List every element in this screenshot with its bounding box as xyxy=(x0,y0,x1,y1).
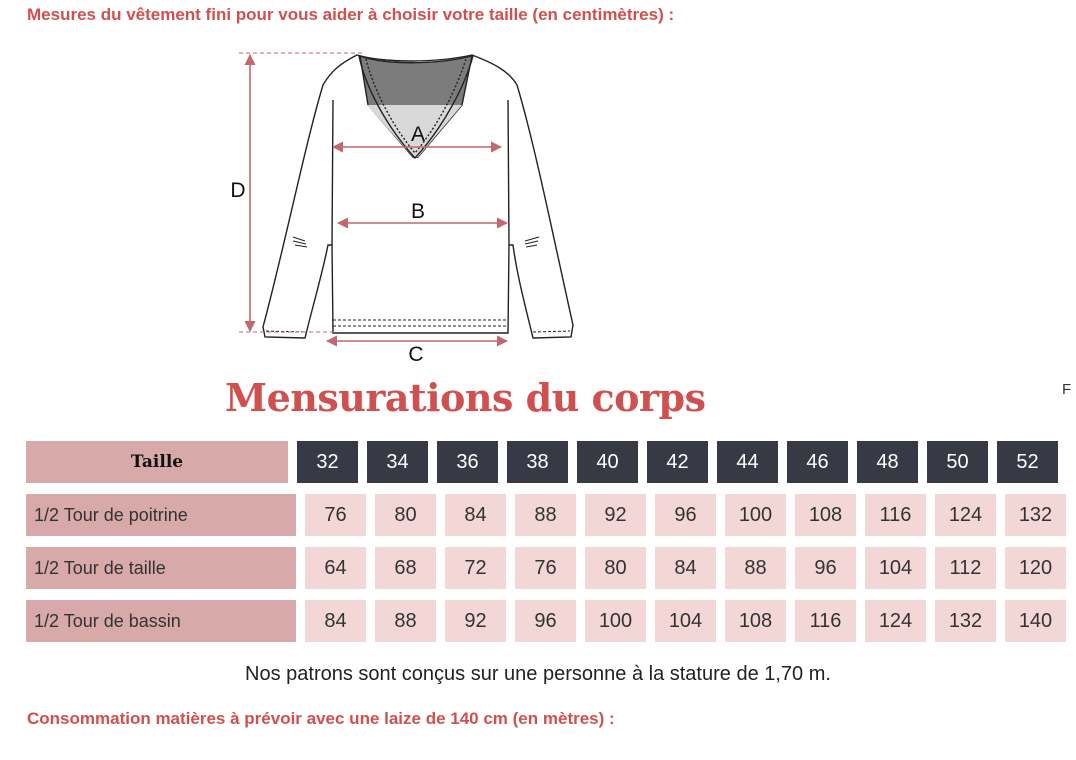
value-cell: 100 xyxy=(585,600,646,642)
value-cell: 116 xyxy=(865,494,926,536)
row-values xyxy=(305,547,1066,589)
value-cell: 80 xyxy=(585,547,646,589)
value-cell: 108 xyxy=(725,600,786,642)
row-label: 1/2 Tour de taille xyxy=(26,547,296,589)
value-cell: 92 xyxy=(585,494,646,536)
size-cell: 32 xyxy=(297,441,358,483)
value-cell: 68 xyxy=(375,547,436,589)
stature-note: Nos patrons sont conçus sur une personne à la stature de 1,70 m. xyxy=(245,663,831,685)
value-cell: 64 xyxy=(305,547,366,589)
value-cell: 96 xyxy=(795,547,856,589)
size-cell: 36 xyxy=(437,441,498,483)
value-cell: 96 xyxy=(515,600,576,642)
garment-diagram xyxy=(225,45,585,370)
size-cells xyxy=(297,441,1058,483)
value-cell: 140 xyxy=(1005,600,1066,642)
value-cell: 132 xyxy=(1005,494,1066,536)
size-cell: 46 xyxy=(787,441,848,483)
size-cell: 50 xyxy=(927,441,988,483)
value-cell: 124 xyxy=(935,494,996,536)
value-cell: 116 xyxy=(795,600,856,642)
value-cell: 76 xyxy=(515,547,576,589)
size-cell: 40 xyxy=(577,441,638,483)
value-cell: 96 xyxy=(655,494,716,536)
row-values xyxy=(305,600,1066,642)
size-cell: 38 xyxy=(507,441,568,483)
label-c: C xyxy=(408,343,424,366)
table-row xyxy=(26,494,1051,536)
value-cell: 88 xyxy=(515,494,576,536)
label-d: D xyxy=(230,179,246,202)
value-cell: 84 xyxy=(305,600,366,642)
label-a: A xyxy=(410,123,426,146)
value-cell: 104 xyxy=(655,600,716,642)
value-cell: 120 xyxy=(1005,547,1066,589)
value-cell: 88 xyxy=(725,547,786,589)
value-cell: 92 xyxy=(445,600,506,642)
value-cell: 80 xyxy=(375,494,436,536)
value-cell: 84 xyxy=(445,494,506,536)
measurements-heading: Mesures du vêtement fini pour vous aider à choisir votre taille (en centimètres) : xyxy=(27,5,675,24)
value-cell: 108 xyxy=(795,494,856,536)
table-row xyxy=(26,547,1051,589)
table-row xyxy=(26,600,1051,642)
size-cell: 52 xyxy=(997,441,1058,483)
row-label: 1/2 Tour de poitrine xyxy=(26,494,296,536)
stray-character: F xyxy=(1062,381,1072,398)
value-cell: 88 xyxy=(375,600,436,642)
size-table xyxy=(26,441,1051,653)
section-title: Mensurations du corps xyxy=(225,375,706,420)
shirt-drawing xyxy=(263,55,573,338)
value-cell: 84 xyxy=(655,547,716,589)
size-cell: 34 xyxy=(367,441,428,483)
value-cell: 100 xyxy=(725,494,786,536)
value-cell: 76 xyxy=(305,494,366,536)
value-cell: 112 xyxy=(935,547,996,589)
size-cell: 48 xyxy=(857,441,918,483)
size-cell: 44 xyxy=(717,441,778,483)
size-header-label: Taille xyxy=(26,441,288,483)
value-cell: 132 xyxy=(935,600,996,642)
row-values xyxy=(305,494,1066,536)
size-cell: 42 xyxy=(647,441,708,483)
value-cell: 104 xyxy=(865,547,926,589)
table-header-row xyxy=(26,441,1051,483)
table-body xyxy=(26,494,1051,642)
row-label: 1/2 Tour de bassin xyxy=(26,600,296,642)
value-cell: 72 xyxy=(445,547,506,589)
fabric-heading: Consommation matières à prévoir avec une laize de 140 cm (en mètres) : xyxy=(27,709,615,728)
label-b: B xyxy=(410,200,426,223)
value-cell: 124 xyxy=(865,600,926,642)
